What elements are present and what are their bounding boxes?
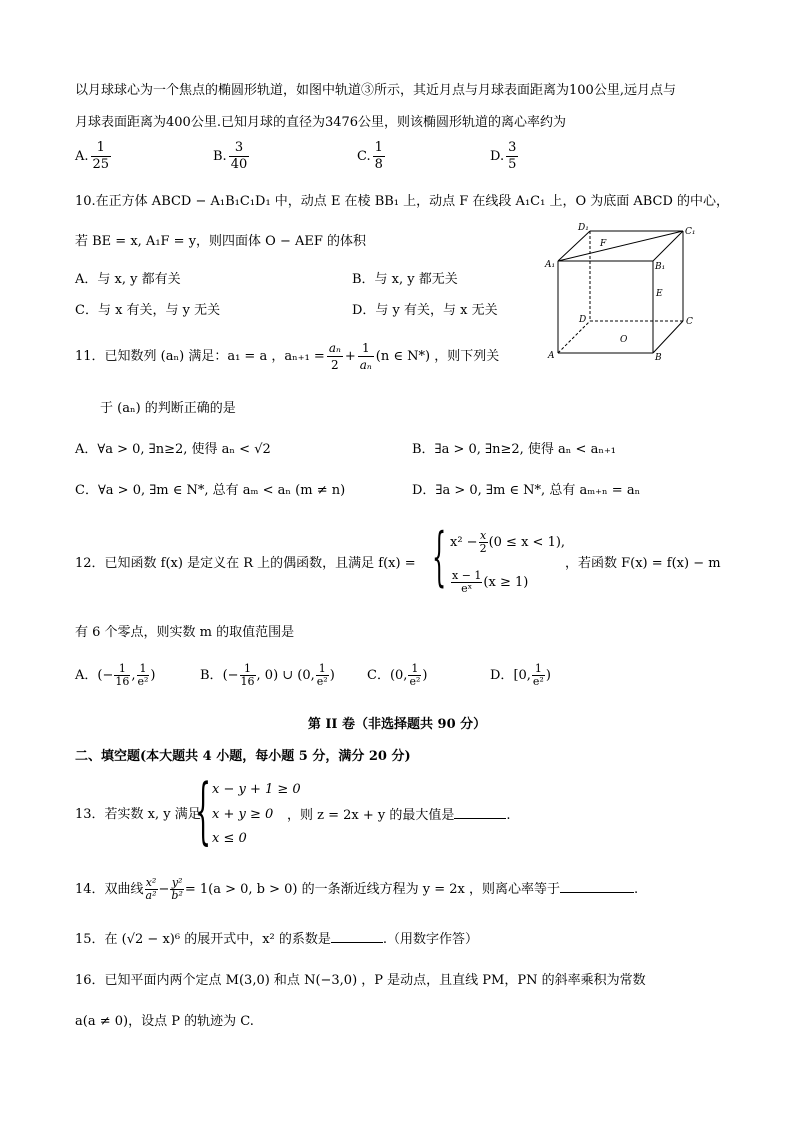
edge-ad [558, 321, 590, 353]
q12-line2: 有 6 个零点，则实数 m 的取值范围是 [75, 625, 295, 640]
q10-line1: 10.在正方体 ABCD − A₁B₁C₁D₁ 中，动点 E 在棱 BB₁ 上，动点 F 在线段 A₁C₁ 上，O 为底面 ABCD 的中心， [75, 194, 730, 209]
part2-title: 第 II 卷（非选择题共 90 分） [307, 717, 487, 732]
label-c: C [686, 317, 693, 327]
q9-option-c: C. $\frac{1}{8}$ [357, 140, 383, 172]
q10-option-d: D．与 y 有关，与 x 无关 [352, 303, 498, 318]
label-d: D [579, 315, 587, 325]
q16-line2: a(a ≠ 0)，设点 P 的轨迹为 C. [75, 1014, 254, 1029]
q13-constraint-1: x − y + 1 ≥ 0 [212, 782, 301, 797]
q12-option-a: A．(− $\frac{1}{16}$ , $\frac{1}{\text{e²}}$ ) [75, 662, 156, 688]
q9-option-b: B. $\frac{3}{40}$ [213, 140, 248, 172]
q13-suffix: ，则 z = 2x + y 的最大值是 . [287, 808, 511, 823]
q16-line1: 16．已知平面内两个定点 M(3,0) 和点 N(−3,0) ，P 是动点，且直线 PM，PN 的斜率乘积为常数 [75, 973, 646, 988]
q12-option-b: B．(− $\frac{1}{16}$ , 0) ∪ (0, $\frac{1}{\text{e²}}$ ) [200, 662, 335, 688]
q11-option-d: D．∃a > 0, ∃m ∈ N*, 总有 aₘ₊ₙ = aₙ [412, 483, 641, 498]
q12-suffix: ，若函数 F(x) = f(x) − m [565, 556, 721, 571]
label-b: B [655, 353, 662, 363]
label-e: E [656, 289, 663, 299]
edge-a1d1 [558, 231, 590, 261]
q11-line2: 于 (aₙ) 的判断正确的是 [100, 401, 236, 416]
q9-line2: 月球表面距离为400公里.已知月球的直径为3476公里，则该椭圆形轨道的离心率约为 [75, 115, 567, 130]
q14-answer-blank[interactable] [560, 880, 634, 893]
q13-constraint-2: x + y ≥ 0 [212, 807, 274, 822]
label-o: O [620, 335, 628, 345]
label-a1: A₁ [545, 260, 556, 270]
q15-answer-blank[interactable] [331, 930, 383, 943]
q11-option-c: C．∀a > 0, ∃m ∈ N*, 总有 aₘ < aₙ (m ≠ n) [75, 483, 346, 498]
q10-option-b: B．与 x, y 都无关 [352, 272, 458, 287]
q12-option-c: C．(0, $\frac{1}{\text{e²}}$ ) [367, 662, 428, 688]
q10-option-c: C．与 x 有关，与 y 无关 [75, 303, 221, 318]
label-b1: B₁ [655, 262, 666, 272]
label-d1: D₁ [578, 223, 589, 233]
q10-line2: 若 BE = x, A₁F = y，则四面体 O − AEF 的体积 [75, 234, 367, 249]
label-c1: C₁ [685, 227, 696, 237]
label-f: F [600, 239, 607, 249]
segment-a1c1 [558, 231, 683, 261]
q13-answer-blank[interactable] [454, 806, 506, 819]
edge-bc [653, 321, 683, 353]
edge-b1c1 [653, 231, 683, 261]
q13-brace: { [195, 768, 212, 852]
q12-option-d: D．[0, $\frac{1}{\text{e²}}$ ) [490, 662, 551, 688]
q11-option-b: B．∃a > 0, ∃n≥2, 使得 aₙ < aₙ₊₁ [412, 442, 617, 457]
q13-prefix: 13．若实数 x, y 满足 [75, 807, 201, 822]
q9-option-a: A. $\frac{1}{25}$ [75, 140, 110, 172]
q10-option-a: A．与 x, y 都有关 [75, 272, 181, 287]
label-a: A [548, 351, 555, 361]
q12-case2: $\frac{x - 1}{\text{eˣ}}$ (x ≥ 1) [452, 569, 529, 595]
section2-title: 二、填空题(本大题共 4 小题，每小题 5 分，满分 20 分) [75, 749, 411, 764]
q9-line1: 以月球球心为一个焦点的椭圆形轨道，如图中轨道③所示，其近月点与月球表面距离为100公里,远月点与 [75, 83, 676, 98]
q15-line: 15．在 (√2 − x)⁶ 的展开式中，x² 的系数是 .（用数字作答） [75, 932, 479, 947]
cube-figure [540, 218, 700, 363]
q12-brace: { [432, 520, 447, 594]
q14-line: 14．双曲线 $\frac{\text{x²}}{\text{a²}}$ − $\frac{\text{y²}}{\text{b²}}$ = 1(a > 0, b > 0) 的一条渐近线方程为 y = 2x ，则离心率等于 . [75, 876, 639, 902]
q12-prefix: 12．已知函数 f(x) 是定义在 R 上的偶函数，且满足 f(x) = [75, 556, 416, 571]
q9-option-d: D. $\frac{3}{5}$ [490, 140, 517, 172]
q11-option-a: A．∀a > 0, ∃n≥2, 使得 aₙ < √2 [75, 442, 271, 457]
q13-constraint-3: x ≤ 0 [212, 831, 247, 846]
q11-line1: 11．已知数列 (aₙ) 满足：a₁ = a ，aₙ₊₁ = $\frac{\text{aₙ}}{2}$ + $\frac{1}{\text{aₙ}}$ (n ∈ N*) ，则下列关 [75, 341, 500, 372]
q12-case1: x² − $\frac{x}{2}$ (0 ≤ x < 1), [450, 529, 566, 555]
